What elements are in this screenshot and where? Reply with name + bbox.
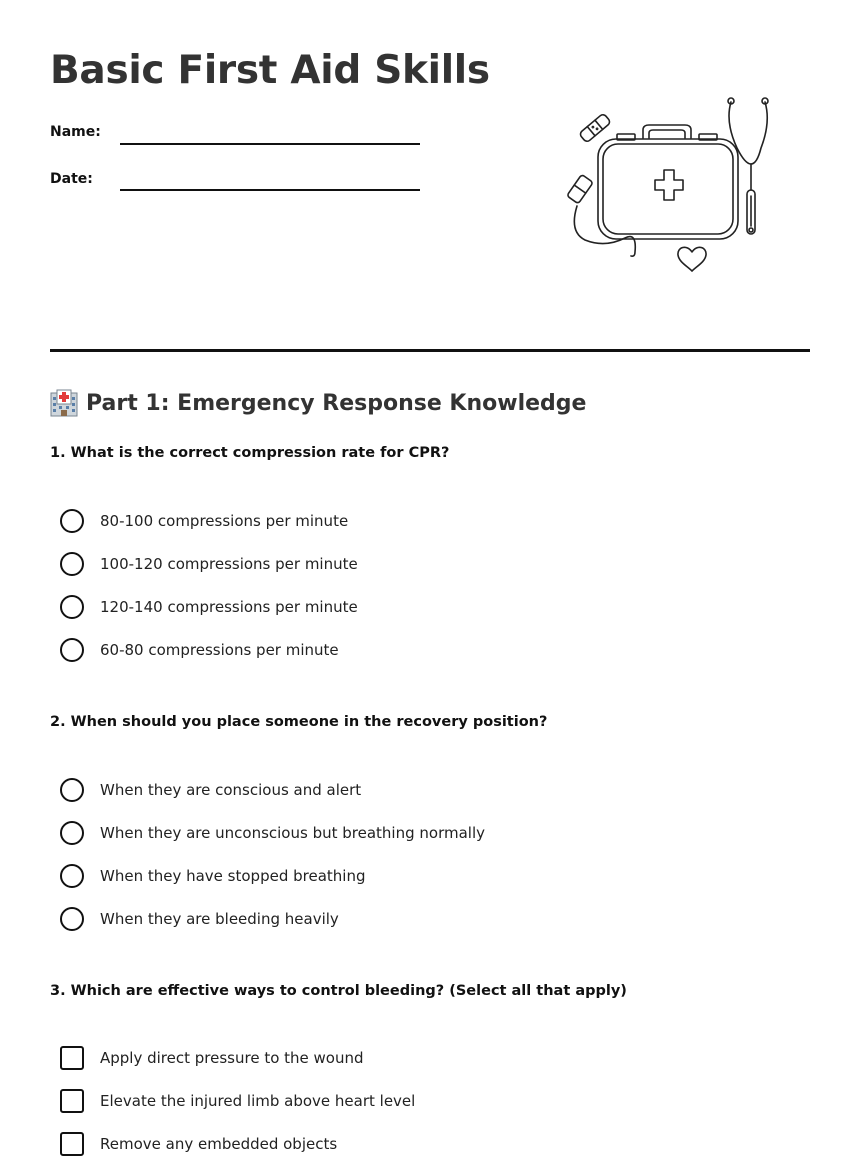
option-label: Elevate the injured limb above heart level [100, 1092, 416, 1110]
option-label: When they are conscious and alert [100, 781, 362, 799]
question-2: 2. When should you place someone in the recovery position? [50, 714, 548, 730]
bandage-icon [579, 113, 611, 143]
question-3: 3. Which are effective ways to control bleeding? (Select all that apply) [50, 983, 627, 999]
radio-button[interactable] [60, 907, 84, 931]
q1-option-4[interactable] [60, 637, 339, 663]
date-field[interactable] [120, 189, 420, 191]
option-label: 60-80 compressions per minute [100, 641, 339, 659]
radio-button[interactable] [60, 638, 84, 662]
radio-button[interactable] [60, 509, 84, 533]
name-field[interactable] [120, 143, 420, 145]
q2-option-2[interactable] [60, 820, 485, 846]
checkbox[interactable] [60, 1089, 84, 1113]
option-label: Apply direct pressure to the wound [100, 1049, 364, 1067]
checkbox[interactable] [60, 1046, 84, 1070]
checkbox[interactable] [60, 1132, 84, 1156]
q2-option-4[interactable] [60, 906, 339, 932]
q3-option-2[interactable] [60, 1088, 415, 1114]
q1-option-1[interactable] [60, 508, 348, 534]
option-label: 120-140 compressions per minute [100, 598, 358, 616]
q1-option-3[interactable] [60, 594, 358, 620]
date-label: Date: [50, 171, 93, 187]
radio-button[interactable] [60, 864, 84, 888]
option-label: 80-100 compressions per minute [100, 512, 349, 530]
radio-button[interactable] [60, 595, 84, 619]
page-title: Basic First Aid Skills [50, 48, 490, 93]
first-aid-kit-illustration [565, 92, 785, 277]
section-heading-text: Part 1: Emergency Response Knowledge [86, 390, 587, 416]
option-label: When they are bleeding heavily [100, 910, 339, 928]
radio-button[interactable] [60, 552, 84, 576]
q1-option-2[interactable] [60, 551, 358, 577]
option-label: Remove any embedded objects [100, 1135, 338, 1153]
hospital-icon [50, 389, 78, 417]
section-divider [50, 349, 810, 352]
option-label: When they have stopped breathing [100, 867, 366, 885]
radio-button[interactable] [60, 778, 84, 802]
q2-option-3[interactable] [60, 863, 365, 889]
name-label: Name: [50, 124, 101, 140]
q3-option-1[interactable] [60, 1045, 364, 1071]
q2-option-1[interactable] [60, 777, 361, 803]
section-heading [50, 389, 586, 417]
option-label: When they are unconscious but breathing normally [100, 824, 485, 842]
question-1: 1. What is the correct compression rate for CPR? [50, 445, 450, 461]
radio-button[interactable] [60, 821, 84, 845]
q3-option-3[interactable] [60, 1131, 337, 1157]
option-label: 100-120 compressions per minute [100, 555, 358, 573]
